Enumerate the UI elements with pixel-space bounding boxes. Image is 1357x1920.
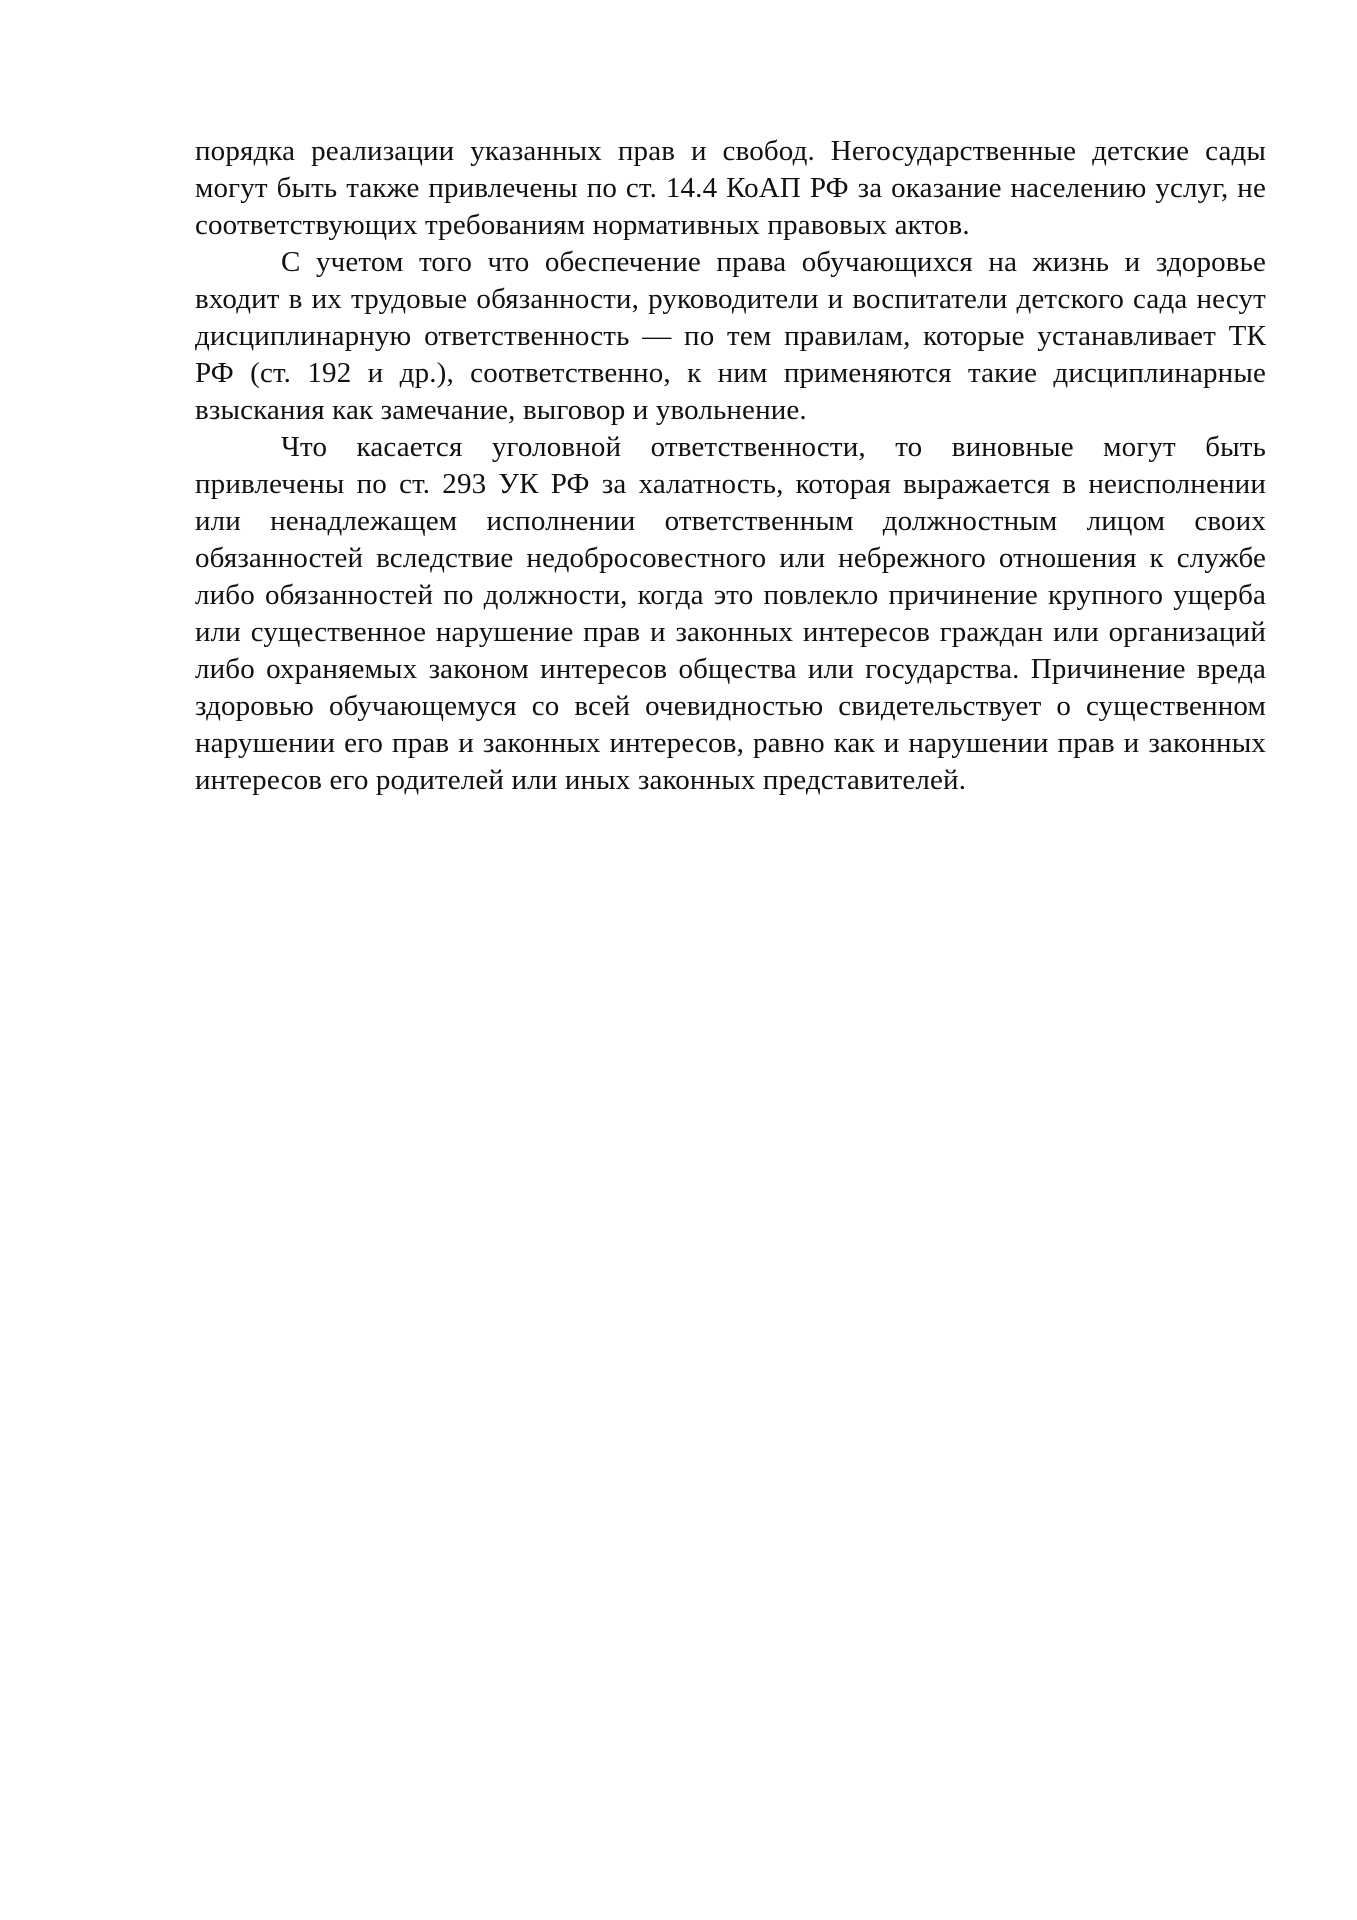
document-body xyxy=(195,133,1266,799)
paragraph-continuation: порядка реализации указанных прав и свобод. Негосударственные детские сады могут быть также привлечены по ст. 14.4 КоАП РФ за оказание населению услуг, не соответствующих требованиям нормативных правовых актов. xyxy=(195,135,1266,241)
paragraph-criminal-responsibility: Что касается уголовной ответственности, то виновные могут быть привлечены по ст. 293 УК РФ за халатность, которая выражается в неисполнении или ненадлежащем исполнении ответственным должностным лицом своих обязанностей вследствие недобросовестного или небрежного отношения к службе либо обязанностей по должности, когда это повлекло причинение крупного ущерба или существенное нарушение прав и законных интересов граждан или организаций либо охраняемых законом интересов общества или государства. Причинение вреда здоровью обучающемуся со всей очевидностью свидетельствует о существенном нарушении его прав и законных интересов, равно как и нарушении прав и законных интересов его родителей или иных законных представителей. xyxy=(195,431,1266,796)
paragraph-disciplinary-responsibility: С учетом того что обеспечение права обучающихся на жизнь и здоровье входит в их трудовые обязанности, руководители и воспитатели детского сада несут дисциплинарную ответственность — по тем правилам, которые устанавливает ТК РФ (ст. 192 и др.), соответственно, к ним применяются такие дисциплинарные взыскания как замечание, выговор и увольнение. xyxy=(195,246,1266,426)
